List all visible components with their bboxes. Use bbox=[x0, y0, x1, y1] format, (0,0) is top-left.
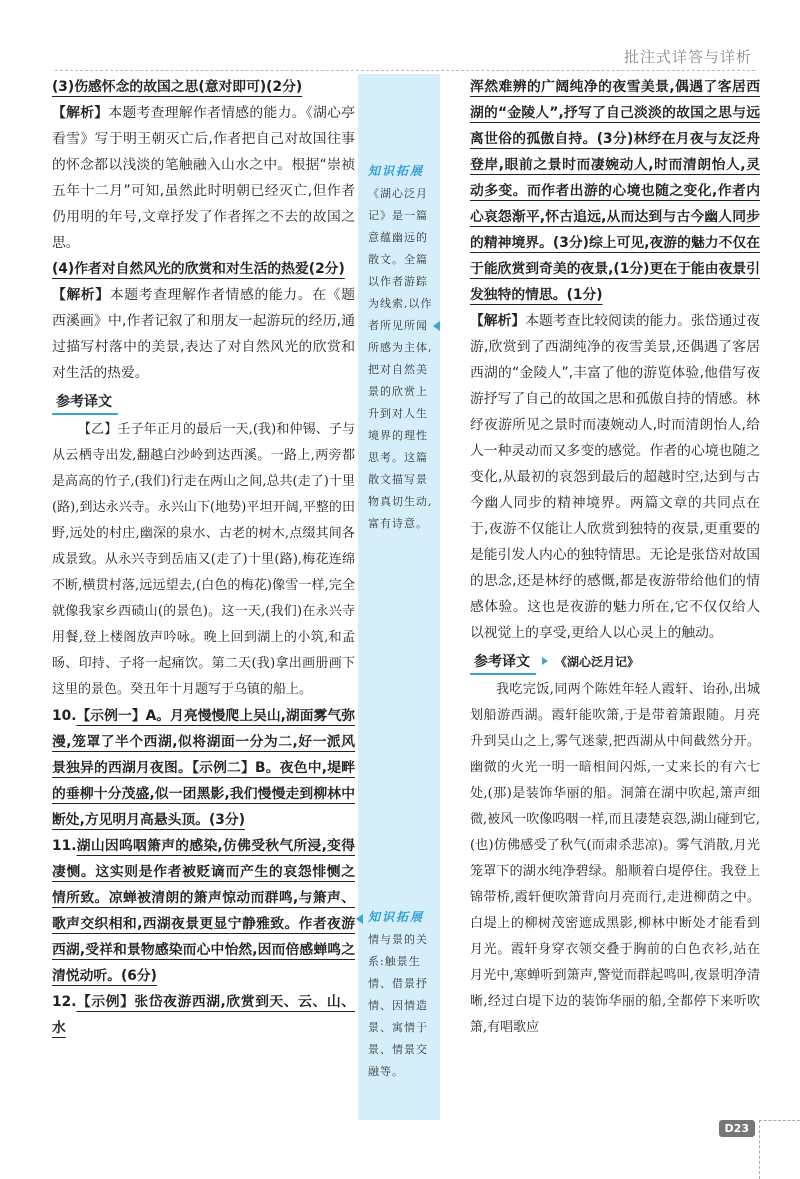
q10-number: 10. bbox=[52, 708, 77, 724]
knowledge-sidebar bbox=[358, 74, 440, 1120]
reference-translation-text: 我吃完饭,同两个陈姓年轻人霞轩、诒孙,出城划船游西湖。霞轩能吹箫,于是带着箫跟随。月亮升到吴山之上,雾气迷蒙,把西湖从中间截然分开。幽微的火光一明一暗相间闪烁,一丈来长的有六七处,(那)是装饰华丽的船。洞箫在湖中吹起,箫声细微,被风一吹像呜咽一样,而且凄楚哀怨,湖山碰到它,(也)仿佛感受了秋气(而肃杀悲凉)。雾气消散,月光笼罩下的湖水纯净碧绿。船顺着白堤停住。我登上锦带桥,霞轩便吹箫背向月亮而行,走进柳荫之中。白堤上的柳树茂密遮成黑影,柳林中断处才能看到月光。霞轩身穿衣领交叠于胸前的白色衣衫,站在月光中,寒蝉听到箫声,警觉而群起鸣叫,夜景明净清晰,经过白堤下边的装饰华丽的船,全都停下来听吹箫,有唱歌应 bbox=[470, 682, 760, 1035]
knowledge-block-1 bbox=[368, 162, 438, 535]
q4-analysis bbox=[52, 282, 355, 386]
q12-text: 【示例】张岱夜游西湖,欣赏到天、云、山、水 bbox=[52, 994, 355, 1036]
q11-text: 湖山因呜咽箫声的感染,仿佛受秋气所浸,变得凄恻。这实则是作者被贬谪而产生的哀怨悱恻之情所致。凉蝉被清朗的箫声惊动而群鸣,与箫声、歌声交织相和,西湖夜景更显宁静雅致。作者夜游西湖,受祥和景物感染而心中怡然,因而倍感蝉鸣之清悦动听。(6分) bbox=[52, 838, 355, 984]
reference-translation-label: 参考译文 bbox=[470, 650, 536, 675]
pointer-arrow-icon bbox=[433, 321, 440, 331]
knowledge-block-2-text: 情与景的关系:触景生情、借景抒情、因情造景、寓情于景、情景交融等。 bbox=[368, 933, 428, 1078]
q10-text: 【示例一】A。月亮慢慢爬上吴山,湖面雾气弥漫,笼罩了半个西湖,似将湖面一分为二,好一派风景独异的西湖月夜图。【示例二】B。夜色中,堤畔的垂柳十分茂盛,似一团黑影,我们慢慢走到柳林中断处,方见明月高悬头顶。(3分) bbox=[52, 708, 355, 828]
q3-analysis bbox=[52, 100, 355, 256]
q4-answer: (4)作者对自然风光的欣赏和对生活的热爱(2分) bbox=[52, 261, 345, 277]
knowledge-block-2-head: 知识拓展 bbox=[368, 910, 425, 924]
analysis-tag: 【解析】 bbox=[52, 105, 109, 121]
q3-analysis-text: 本题考查理解作者情感的能力。《湖心亭看雪》写于明王朝灭亡后,作者把自己对故国往事的怀念都以浅淡的笔触融入山水之中。根据“崇祯五年十二月”可知,虽然此时明朝已经灭亡,但作者仍用明的年号,文章抒发了作者挥之不去的故国之思。 bbox=[52, 105, 355, 251]
q10-answer bbox=[52, 703, 355, 833]
right-column bbox=[470, 74, 760, 1124]
reference-translation-text: 【乙】壬子年正月的最后一天,(我)和仲锡、子与从云栖寺出发,翻越白沙岭到达西溪。一路上,两旁都是高高的竹子,(我们)行走在两山之间,总共(走了)十里(路),到达永兴寺。永兴山下(地势)平坦开阔,平整的田野,远处的村庄,幽深的泉水、古老的树木,点缀其间各成景致。从永兴寺到岳庙又(走了)十里(路),梅花连绵不断,横贯村落,远远望去,(白色的梅花)像雪一样,完全就像我家乡西碛山(的景色)。这一天,(我们)在永兴寺用餐,登上楼阁放声吟咏。晚上回到湖上的小筑,和孟旸、印持、子将一起痛饮。第二天(我)拿出画册画下这里的景色。癸丑年十月题写于乌镇的船上。 bbox=[52, 422, 355, 697]
comparison-answer: 浑然难辨的广阔纯净的夜雪美景,偶遇了客居西湖的“金陵人”,抒写了自己淡淡的故国之思与远离世俗的孤傲自持。(3分)林纾在月夜与友泛舟登岸,眼前之景时而凄婉动人,时而清朗怡人,灵动多变。而作者出游的心境也随之变化,作者内心哀怨渐平,怀古追远,从而达到与古今幽人同步的精神境界。(3分)综上可见,夜游的魅力不仅在于能欣赏到奇美的夜景,(1分)更在于能由夜景引发独特的情思。(1分) bbox=[470, 79, 760, 303]
q12-answer bbox=[52, 989, 355, 1041]
q11-number: 11. bbox=[52, 838, 77, 854]
analysis-tag: 【解析】 bbox=[52, 287, 110, 303]
corner-decoration bbox=[759, 1120, 800, 1179]
left-column bbox=[52, 74, 355, 1124]
knowledge-block-1-text: 《湖心泛月记》是一篇意蕴幽远的散文。全篇以作者游踪为线索,以作者所见所闻所感为主体,把对自然美景的欣赏上升到对人生境界的理性思考。这篇散文描写景物真切生动,富有诗意。 bbox=[368, 187, 433, 530]
page-number: D23 bbox=[719, 1120, 755, 1137]
q11-answer bbox=[52, 833, 355, 989]
arrow-right-icon bbox=[542, 657, 548, 665]
q3-answer: (3)伤感怀念的故国之思(意对即可)(2分) bbox=[52, 79, 303, 95]
analysis-tag: 【解析】 bbox=[470, 313, 526, 329]
q12-number: 12. bbox=[52, 994, 77, 1010]
page-header-title: 批注式详答与详析 bbox=[623, 48, 752, 66]
reference-translation-header bbox=[470, 646, 760, 677]
reference-source-title: 《湖心泛月记》 bbox=[555, 655, 640, 669]
knowledge-block-2 bbox=[368, 908, 438, 1083]
header-divider bbox=[55, 70, 755, 71]
knowledge-block-1-head: 知识拓展 bbox=[368, 164, 425, 178]
reference-translation-label: 参考译文 bbox=[52, 390, 118, 415]
comparison-analysis-text: 本题考查比较阅读的能力。张岱通过夜游,欣赏到了西湖纯净的夜雪美景,还偶遇了客居西湖的“金陵人”,丰富了他的游览体验,他借写夜游抒写了自己的故国之思和孤傲自持的情感。林纾夜游所见之景时而凄婉动人,时而清朗怡人,给人一种灵动而又多变的感觉。作者的心境也随之变化,从最初的哀怨到最后的超越时空,达到与古今幽人同步的精神境界。两篇文章的共同点在于,夜游不仅能让人欣赏到独特的夜景,更重要的是能引发人内心的独特情思。无论是张岱对故国的思念,还是林纾的感慨,都是夜游带给他们的情感体验。这也是夜游的魅力所在,它不仅仅给人以视觉上的享受,更给人以心灵上的触动。 bbox=[470, 313, 760, 641]
comparison-analysis bbox=[470, 308, 760, 646]
pointer-arrow-icon bbox=[356, 914, 363, 924]
q4-analysis-text: 本题考查理解作者情感的能力。在《题西溪画》中,作者记叙了和朋友一起游玩的经历,通过描写村落中的美景,表达了对自然风光的欣赏和对生活的热爱。 bbox=[52, 287, 355, 381]
